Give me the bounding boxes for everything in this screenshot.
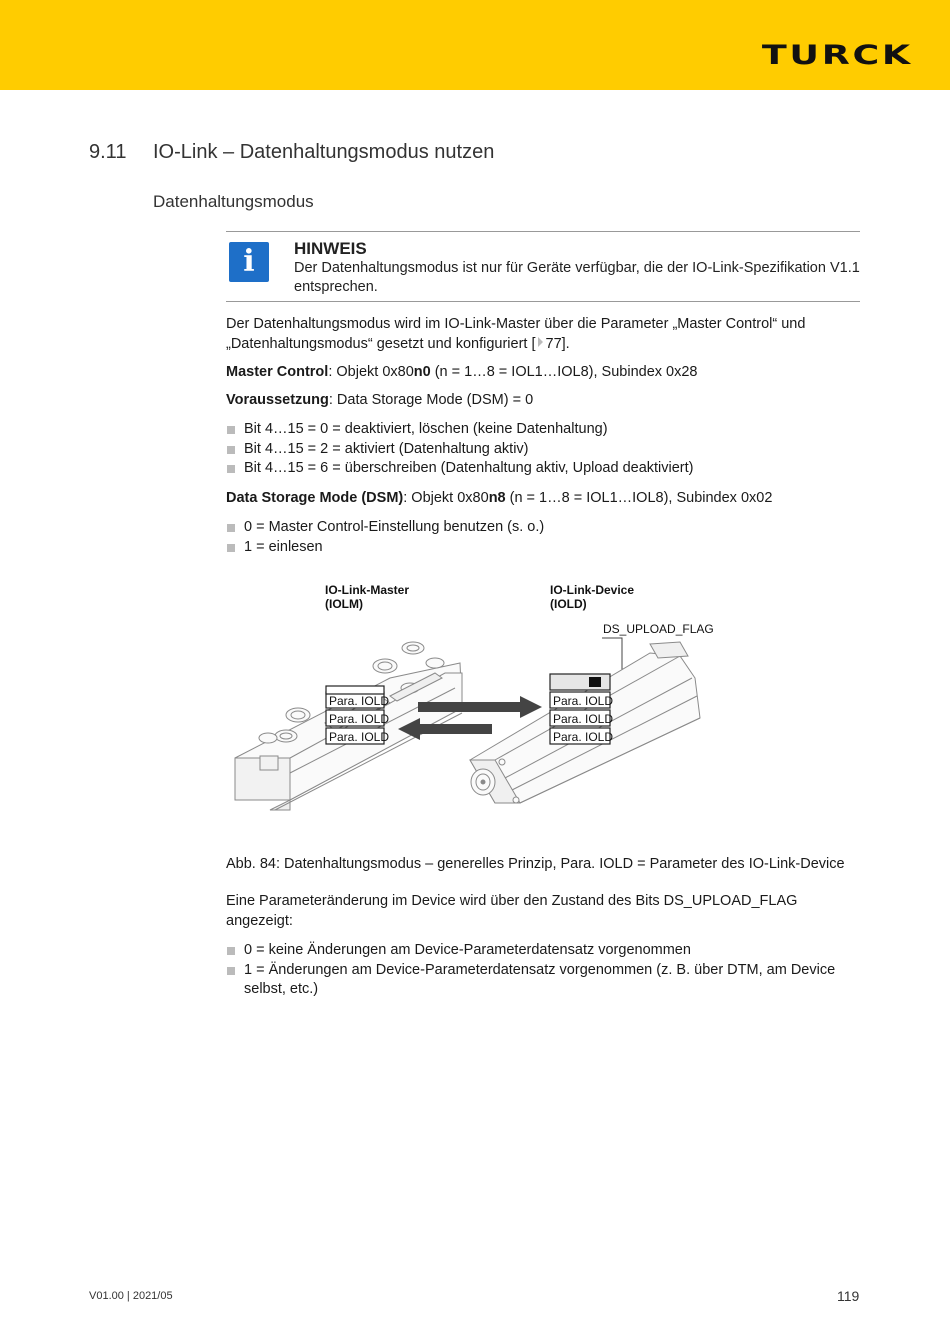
dsm-paragraph xyxy=(226,489,860,509)
page-number: 119 xyxy=(837,1288,860,1304)
figure-caption: Abb. 84: Datenhaltungsmodus – generelles Prinzip, Para. IOLD = Parameter des IO-Link-Device xyxy=(226,856,845,872)
master-para-2: Para. IOLD xyxy=(329,712,390,726)
subheading: Datenhaltungsmodus xyxy=(153,192,314,211)
list-item: 1 = einlesen xyxy=(226,538,860,558)
intro-text-end: ]. xyxy=(561,335,570,352)
prerequisite-text: : Data Storage Mode (DSM) = 0 xyxy=(328,392,534,408)
device-label-line1: IO-Link-Device xyxy=(550,583,635,597)
master-label-line2: (IOLM) xyxy=(325,597,363,611)
intro-text: Der Datenhaltungsmodus wird im IO-Link-Master über die Parameter „Master Control“ und „Datenhaltungsmodus“ gesetzt und konfiguriert [ xyxy=(226,316,806,352)
dsm-subindex: (n = 1…8 = IOL1…IOL8), Subindex 0x02 xyxy=(505,490,773,506)
master-control-label: Master Control xyxy=(226,364,329,380)
footer-version: V01.00 | 2021/05 xyxy=(89,1290,173,1302)
notice-text: Der Datenhaltungsmodus ist nur für Geräte verfügbar, die der IO-Link-Spezifikation V1.1 entsprechen. xyxy=(294,260,860,295)
notice-title: HINWEIS xyxy=(294,239,367,258)
list-item: 1 = Änderungen am Device-Parameterdatensatz vorgenommen (z. B. über DTM, am Device selbst, etc.) xyxy=(226,961,860,1000)
turck-logo: TURCK xyxy=(761,40,913,71)
master-control-paragraph xyxy=(226,363,860,383)
info-icon: i xyxy=(229,242,269,282)
change-paragraph: Eine Parameteränderung im Device wird über den Zustand des Bits DS_UPLOAD_FLAG angezeigt: xyxy=(226,893,798,929)
flag-label: DS_UPLOAD_FLAG xyxy=(603,622,714,636)
device-para-1: Para. IOLD xyxy=(553,694,614,708)
section-title: IO-Link – Datenhaltungsmodus nutzen xyxy=(153,141,495,163)
section-number: 9.11 xyxy=(89,141,127,163)
datastorage-figure xyxy=(230,578,730,828)
list-item: 0 = Master Control-Einstellung benutzen (s. o.) xyxy=(226,518,860,538)
list-item: Bit 4…15 = 2 = aktiviert (Datenhaltung aktiv) xyxy=(226,440,860,460)
change-options-list xyxy=(226,941,860,1000)
device-para-2: Para. IOLD xyxy=(553,712,614,726)
master-control-text: : Objekt 0x80 xyxy=(328,364,414,380)
page-reference-link[interactable]: 77 xyxy=(545,335,562,352)
master-para-1: Para. IOLD xyxy=(329,694,390,708)
notice-box xyxy=(226,231,860,302)
device-label-line2: (IOLD) xyxy=(550,597,587,611)
master-parameter-stack xyxy=(326,686,389,744)
header-bar xyxy=(0,0,950,90)
list-item: Bit 4…15 = 0 = deaktiviert, löschen (keine Datenhaltung) xyxy=(226,420,860,440)
list-item: 0 = keine Änderungen am Device-Parameterdatensatz vorgenommen xyxy=(226,941,860,961)
dsm-label: Data Storage Mode (DSM) xyxy=(226,490,404,506)
intro-paragraph xyxy=(226,315,860,354)
device-para-3: Para. IOLD xyxy=(553,730,614,744)
dsm-index: n8 xyxy=(488,490,506,506)
dsm-options-list xyxy=(226,518,860,557)
master-para-3: Para. IOLD xyxy=(329,730,390,744)
reference-arrow-icon xyxy=(538,337,543,347)
master-control-subindex: (n = 1…8 = IOL1…IOL8), Subindex 0x28 xyxy=(430,364,698,380)
prerequisite-label: Voraussetzung xyxy=(226,392,329,408)
prerequisite-paragraph xyxy=(226,391,860,411)
dsm-text: : Objekt 0x80 xyxy=(403,490,489,506)
master-control-index: n0 xyxy=(413,364,431,380)
list-item: Bit 4…15 = 6 = überschreiben (Datenhaltung aktiv, Upload deaktiviert) xyxy=(226,459,860,479)
bit-list xyxy=(226,420,860,479)
flag-icon xyxy=(589,677,601,687)
master-label-line1: IO-Link-Master xyxy=(325,583,410,597)
